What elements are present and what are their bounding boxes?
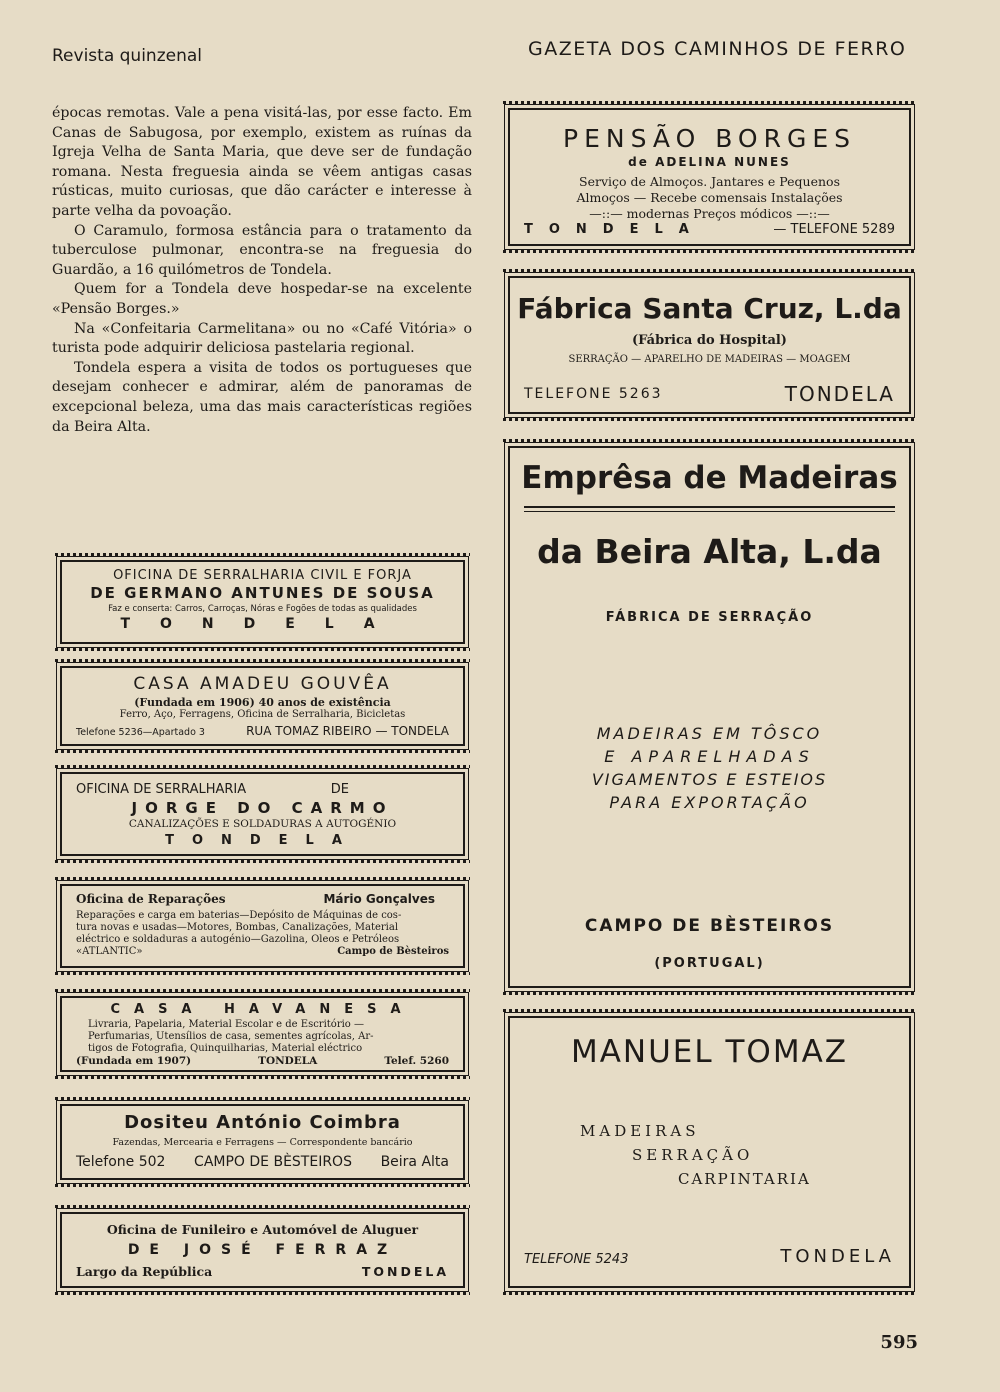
ad-text: Almoços — Recebe comensais Instalações [576, 190, 843, 205]
ad-town: TONDELA [524, 222, 705, 237]
ad-town: TONDELA [780, 1246, 895, 1267]
ad-text: SERRAÇÃO [632, 1146, 754, 1164]
ad-text: Reparações e carga em baterias—Depósito de Máquinas de cos- [76, 910, 402, 921]
ad-mario-goncalves [60, 884, 465, 968]
ad-title: MANUEL TOMAZ [570, 1034, 849, 1070]
ad-text: —::— modernas Preços módicos —::— [589, 206, 830, 221]
header-left: Revista quinzenal [52, 46, 202, 66]
ad-dositeu-coimbra [60, 1104, 465, 1180]
ad-title: PENSÃO BORGES [563, 124, 856, 153]
ad-jorge-do-carmo [60, 772, 465, 856]
ad-region: Beira Alta [380, 1154, 449, 1170]
ad-text: PARA EXPORTAÇÃO [609, 793, 810, 812]
ad-text: Oficina de Funileiro e Automóvel de Aluguer [106, 1222, 419, 1237]
ad-title: DE JOSÉ FERRAZ [127, 1242, 398, 1258]
ad-place: Campo de Bèsteiros [337, 946, 449, 957]
paragraph: épocas remotas. Vale a pena visitá-las, por esse facto. Em Canas de Sabugosa, por exemplo, existem as ruínas da Igreja Velha de Santa Maria, que deve ser de fundação romana. Nesta freguesia ainda se vêem antigas casas rústicas, muito curiosas, que dão carácter e interesse à parte velha da povoação. [52, 105, 472, 219]
ad-title: DE GERMANO ANTUNES DE SOUSA [90, 584, 435, 602]
ad-text: (Fundada em 1907) [76, 1055, 192, 1067]
ad-title: Dositeu António Coimbra [124, 1112, 401, 1133]
ad-title: JORGE DO CARMO [131, 799, 394, 817]
ad-owner: de ADELINA NUNES [628, 155, 791, 169]
ad-phone: Telefone 5236—Apartado 3 [76, 727, 205, 738]
ad-country: (PORTUGAL) [654, 956, 765, 971]
ad-title: Mário Gonçalves [323, 892, 435, 906]
ad-text: eléctrico e soldaduras a autogénio—Gazolina, Oleos e Petróleos [76, 934, 400, 945]
ad-text: tigos de Fotografia, Quinquilharias, Material eléctrico [88, 1043, 363, 1054]
ad-title: CASA AMADEU GOUVÊA [133, 674, 392, 694]
ad-text: MADEIRAS [580, 1122, 700, 1140]
ad-address: RUA TOMAZ RIBEIRO — TONDELA [246, 724, 449, 738]
ad-phone: Telefone 502 [76, 1154, 166, 1170]
ad-town: TONDELA [361, 1264, 449, 1279]
ad-place: CAMPO DE BÈSTEIROS [194, 1154, 352, 1170]
paragraph: Tondela espera a visita de todos os portugueses que desejam conhecer e admirar, além de panoramas de excepcional beleza, uma das mais características regiões da Beira Alta. [52, 359, 472, 435]
ad-text: VIGAMENTOS E ESTEIOS [591, 770, 828, 789]
ad-jose-ferraz [60, 1212, 465, 1288]
ad-title: CASA HAVANESA [110, 1002, 415, 1017]
ad-address: Largo da República [76, 1264, 213, 1279]
ad-phone: — TELEFONE 5289 [773, 222, 895, 237]
ad-town: TONDELA [784, 382, 895, 406]
ad-phone: Telef. 5260 [384, 1055, 449, 1067]
ad-empresa-madeiras [508, 446, 911, 988]
ad-text: SERRAÇÃO — APARELHO DE MADEIRAS — MOAGEM [568, 354, 851, 365]
ad-germano-sousa [60, 560, 465, 644]
ad-text: (Fundada em 1906) 40 anos de existência [134, 696, 391, 709]
paragraph: O Caramulo, formosa estância para o tratamento da tuberculose pulmonar, encontra-se na freguesia do Guardão, a 16 quilómetros de Tondela. [52, 222, 472, 278]
ad-subtitle: FÁBRICA DE SERRAÇÃO [605, 610, 814, 625]
ad-text: Fazendas, Mercearia e Ferragens — Correspondente bancário [112, 1137, 413, 1148]
ad-place: CAMPO DE BÈSTEIROS [584, 916, 835, 936]
ad-text: E APARELHADAS [604, 747, 815, 766]
ad-town: TONDELA [120, 616, 405, 632]
ad-text: Perfumarias, Utensílios de casa, sementes agrícolas, Ar- [88, 1031, 374, 1042]
divider [524, 506, 895, 512]
ad-title: Fábrica Santa Cruz, L.da [517, 292, 902, 325]
ad-town: TONDELA [165, 833, 360, 848]
ad-text: Livraria, Papelaria, Material Escolar e de Escritório — [88, 1019, 364, 1030]
ad-fabrica-santa-cruz [508, 276, 911, 414]
paragraph: Na «Confeitaria Carmelitana» ou no «Café Vitória» o turista pode adquirir deliciosa pastelaria regional. [52, 320, 472, 357]
ad-casa-amadeu-gouvea [60, 666, 465, 746]
article-text [52, 104, 472, 437]
ad-text: Ferro, Aço, Ferragens, Oficina de Serralharia, Bicicletas [119, 709, 406, 720]
header-right: GAZETA DOS CAMINHOS DE FERRO [528, 38, 907, 60]
ad-title: Emprêsa de Madeiras [521, 460, 898, 496]
ad-text: OFICINA DE SERRALHARIA [76, 782, 247, 797]
ad-text: Oficina de Reparações [76, 892, 226, 906]
page-number: 595 [880, 1332, 918, 1353]
ad-text: Faz e conserta: Carros, Carroças, Nóras e Fogões de todas as qualidades [108, 604, 417, 614]
ad-text: CARPINTARIA [678, 1170, 811, 1188]
ad-subtitle: (Fábrica do Hospital) [632, 333, 787, 348]
ad-text: DE [330, 782, 349, 797]
ad-text: MADEIRAS EM TÔSCO [596, 724, 823, 743]
ad-town: TONDELA [258, 1055, 318, 1067]
ad-text: OFICINA DE SERRALHARIA CIVIL E FORJA [113, 568, 412, 583]
ad-title: da Beira Alta, L.da [537, 532, 882, 571]
paragraph: Quem for a Tondela deve hospedar-se na excelente «Pensão Borges.» [52, 281, 472, 317]
ad-text: «ATLANTIC» [76, 946, 143, 957]
ad-text: tura novas e usadas—Motores, Bombas, Canalizações, Material [76, 922, 399, 933]
ad-text: Serviço de Almoços. Jantares e Pequenos [579, 174, 840, 189]
ad-casa-havanesa [60, 996, 465, 1072]
ad-text: CANALIZAÇÕES E SOLDADURAS A AUTOGÉNIO [128, 818, 397, 830]
ad-phone: TELEFONE 5243 [524, 1252, 629, 1267]
ad-phone: TELEFONE 5263 [524, 386, 663, 402]
ad-manuel-tomaz [508, 1016, 911, 1288]
ad-pensao-borges [508, 108, 911, 246]
